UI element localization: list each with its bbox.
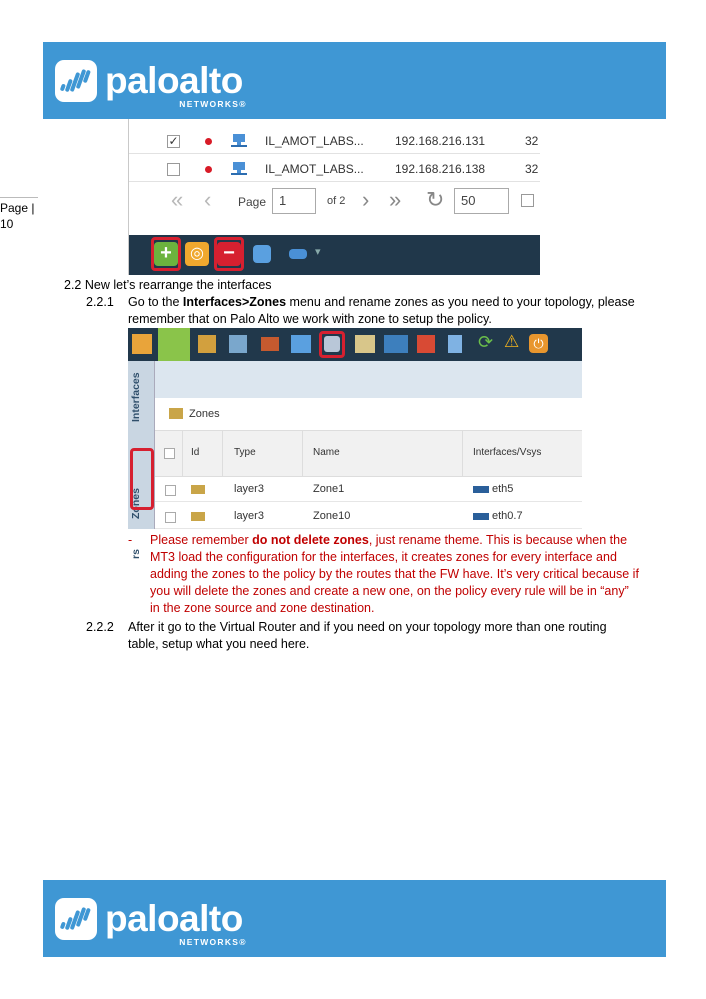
tab-more[interactable]: rs	[130, 549, 142, 559]
select-all-checkbox[interactable]	[164, 448, 175, 459]
header-band	[43, 42, 666, 119]
power-icon[interactable]: ⏻	[529, 334, 548, 353]
zone-name: Zone1	[313, 483, 345, 495]
page-label-line2: 10	[0, 217, 14, 231]
page-count: of 2	[327, 195, 346, 207]
note-bullet: -	[128, 533, 133, 547]
clone-icon[interactable]: ◎	[185, 242, 209, 266]
interface-icon	[473, 486, 489, 493]
zone-interface: eth5	[492, 483, 514, 495]
page-number-label	[0, 200, 34, 232]
dropdown-arrow-icon[interactable]: ▾	[315, 246, 321, 258]
routing-icon[interactable]	[291, 335, 311, 353]
logo-sub-text: NETWORKS®	[179, 937, 247, 947]
zone-type: layer3	[234, 510, 264, 522]
row-ip: 192.168.216.138	[395, 162, 486, 176]
item-number: 2.2.2	[86, 620, 114, 634]
zones-toolbar-icon[interactable]	[261, 337, 279, 351]
note-line1: Please remember do not delete zones, just rename theme. This is because when the	[150, 533, 628, 547]
column-name[interactable]: Name	[303, 431, 463, 477]
row-ip: 192.168.216.131	[395, 134, 486, 148]
highlight-box	[130, 448, 154, 510]
objects-icon[interactable]	[198, 335, 216, 353]
note-line2: MT3 load the configuration for the interfaces, it creates zones for every interface and	[150, 550, 617, 564]
page-label: Page	[238, 195, 267, 209]
row-checkbox[interactable]: ✓	[168, 134, 179, 148]
logo-brand-text: paloalto	[105, 898, 243, 939]
policies-icon[interactable]	[229, 335, 247, 353]
logo-sub-text: NETWORKS®	[179, 99, 247, 109]
pagination-bar	[129, 183, 540, 219]
interfaces-icon[interactable]	[324, 336, 340, 352]
page-number-input[interactable]: 1	[272, 188, 316, 214]
refresh-icon[interactable]: ⟳	[478, 332, 494, 352]
device-icon[interactable]	[384, 335, 408, 353]
zone-icon	[191, 485, 205, 494]
bottom-toolbar	[129, 235, 540, 275]
column-id[interactable]: Id	[183, 431, 223, 477]
tab-zones[interactable]: Zones	[130, 488, 142, 520]
last-page-icon[interactable]: »	[389, 187, 402, 212]
row-name: IL_AMOT_LABS...	[265, 162, 364, 176]
interface-icon	[473, 513, 489, 520]
column-interfaces[interactable]: Interfaces/Vsys	[473, 447, 542, 458]
zone-name: Zone10	[313, 510, 351, 522]
paloalto-mark-icon	[55, 60, 97, 102]
zone-type: layer3	[234, 483, 264, 495]
table-header	[155, 431, 582, 477]
item-221-line2: remember that on Palo Alto we work with zone to setup the policy.	[128, 312, 492, 326]
row-name: IL_AMOT_LABS...	[265, 134, 364, 148]
paloalto-logo	[55, 56, 247, 109]
page-label-line1: Page |	[0, 201, 35, 215]
note-line5: in the zone source and zone destination.	[150, 601, 375, 615]
screenshot-address-list	[128, 119, 539, 275]
tag-icon[interactable]	[289, 249, 307, 259]
dashboard-icon[interactable]	[132, 334, 152, 354]
row-mask: 32	[525, 134, 539, 148]
section-title: New let’s rearrange the interfaces	[84, 278, 272, 292]
footer-band	[43, 880, 666, 957]
section-heading	[64, 277, 272, 294]
item-number: 2.2.1	[86, 295, 114, 309]
table-row[interactable]	[129, 155, 540, 182]
refresh-icon[interactable]: ↻	[426, 187, 445, 212]
table-row[interactable]	[129, 127, 540, 154]
item-222-line1: After it go to the Virtual Router and if you need on your topology more than one routing	[128, 620, 607, 634]
row-checkbox[interactable]	[165, 485, 176, 496]
commit-icon[interactable]	[417, 335, 435, 353]
first-page-icon[interactable]: «	[171, 187, 184, 212]
note-line3: adding the zones to the policy by the routes that the FW have. It’s very critical because if	[150, 567, 639, 581]
logo-brand-text: paloalto	[105, 60, 243, 101]
zones-panel-title	[155, 398, 582, 431]
add-icon[interactable]: +	[154, 242, 178, 266]
column-type[interactable]: Type	[223, 431, 303, 477]
pdf-icon[interactable]	[253, 245, 271, 263]
warning-icon[interactable]: ⚠	[504, 332, 520, 351]
next-page-icon[interactable]: ›	[362, 187, 370, 212]
table-row[interactable]	[155, 477, 582, 502]
zone-icon	[191, 512, 205, 521]
note-line4: you will delete the zones and create a new one, on the policy every rule will be in “any”	[150, 584, 629, 598]
zones-title: Zones	[189, 408, 220, 420]
zone-interface: eth0.7	[492, 510, 523, 522]
row-mask: 32	[525, 162, 539, 176]
network-icon	[231, 133, 249, 148]
network-tab-icon[interactable]	[158, 328, 190, 361]
save-icon[interactable]	[448, 335, 462, 353]
select-checkbox[interactable]	[521, 194, 534, 207]
item-221-line1: Go to the Interfaces>Zones menu and rename zones as you need to your topology, please	[128, 295, 635, 309]
status-dot-icon	[205, 138, 212, 145]
tab-interfaces[interactable]: Interfaces	[130, 372, 142, 422]
gateway-icon[interactable]	[355, 335, 375, 353]
prev-page-icon[interactable]: ‹	[204, 187, 212, 212]
paloalto-logo	[55, 894, 247, 947]
row-checkbox[interactable]	[165, 512, 176, 523]
table-row[interactable]	[155, 504, 582, 529]
panel-header	[155, 361, 582, 398]
status-dot-icon	[205, 166, 212, 173]
network-icon	[231, 161, 249, 176]
zones-icon	[169, 408, 183, 419]
per-page-input[interactable]: 50	[454, 188, 509, 214]
row-checkbox[interactable]	[167, 163, 180, 176]
section-number: 2.2	[64, 278, 82, 292]
top-toolbar	[128, 328, 582, 361]
item-222-line2: table, setup what you need here.	[128, 637, 310, 651]
delete-icon[interactable]: −	[217, 242, 241, 266]
paloalto-mark-icon	[55, 898, 97, 940]
